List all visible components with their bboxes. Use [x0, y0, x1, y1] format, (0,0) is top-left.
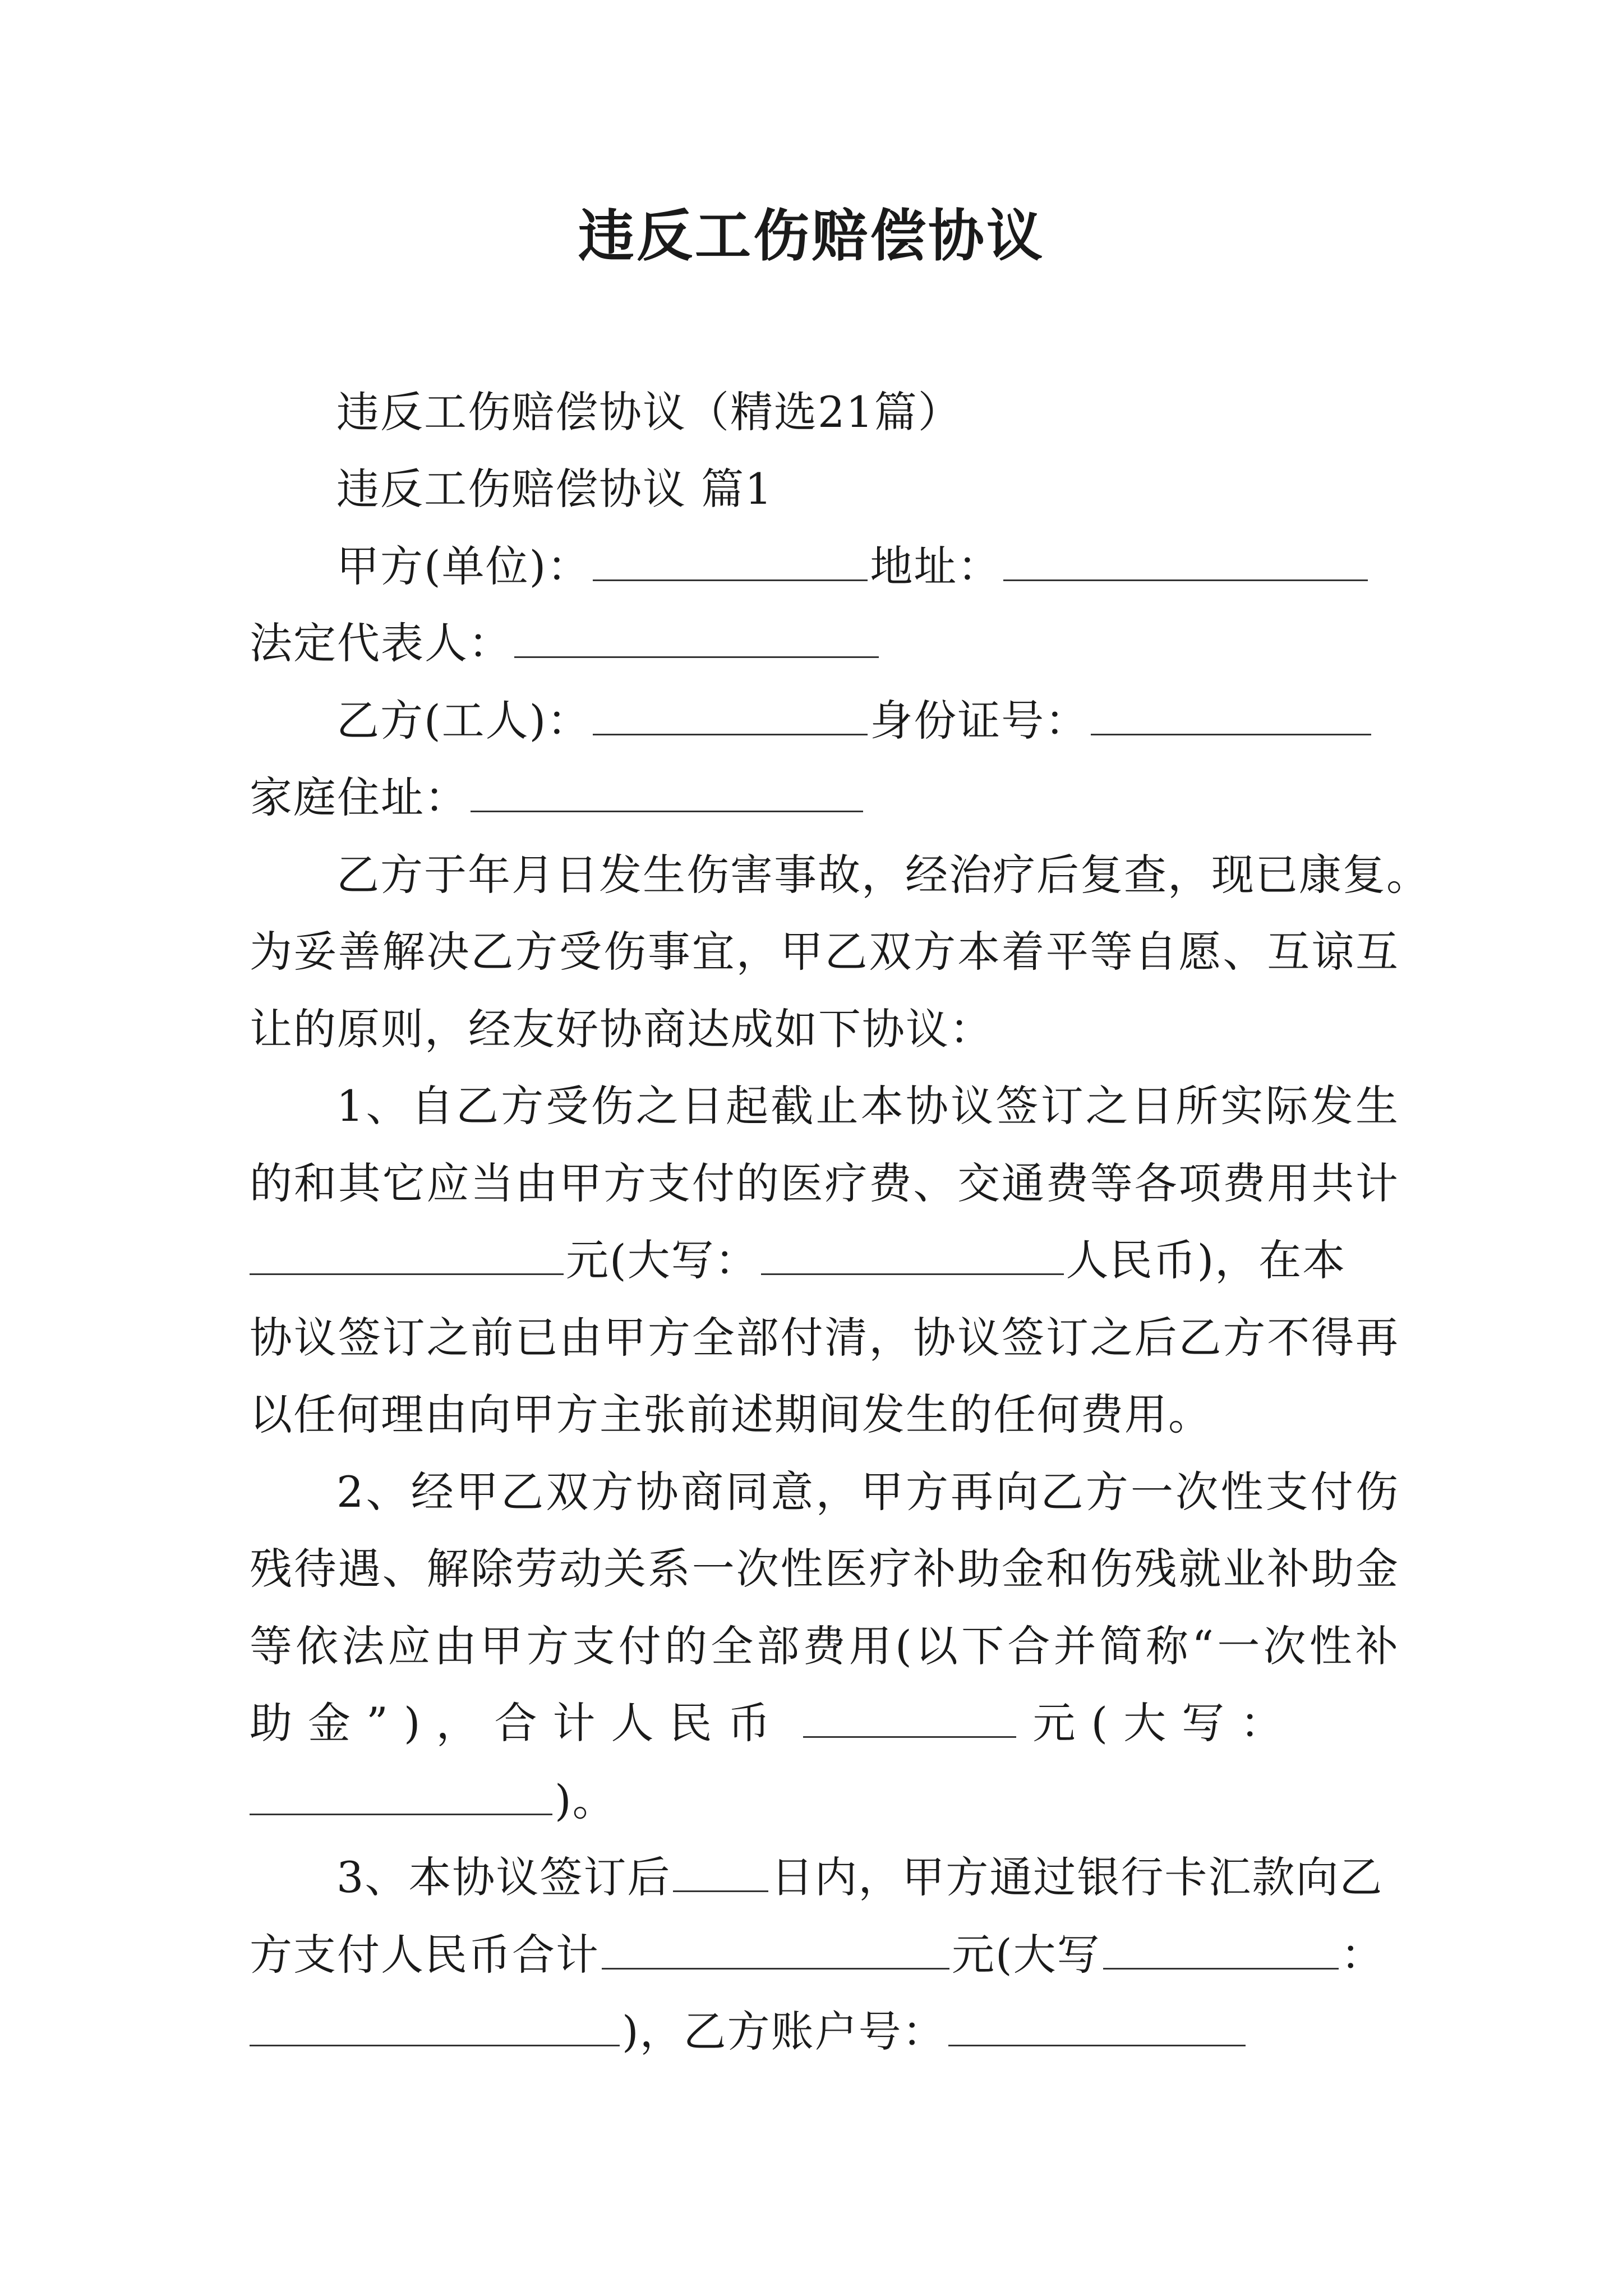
para4-line3: [250, 2004, 1399, 2060]
id-blank: [1091, 700, 1371, 735]
party-a-label: 甲方(单位)：: [336, 541, 591, 591]
party-b-blank: [593, 700, 868, 735]
para4-line1: [336, 1849, 1399, 1906]
legal-rep-blank: [514, 623, 879, 658]
id-label: 身份证号：: [870, 696, 1089, 746]
para3-line2: 残待遇、解除劳动关系一次性医疗补助金和伤残就业补助金: [250, 1544, 1399, 1594]
party-b-label: 乙方(工人)：: [336, 696, 591, 746]
subtitle: [336, 384, 1399, 440]
home-address-blank: [471, 777, 863, 812]
home-address-label: 家庭住址：: [250, 772, 468, 822]
para4-line2-a: 方支付人民币合计: [250, 1930, 600, 1980]
para3-line4-a: 助金”)，合计人民币: [250, 1698, 786, 1748]
para4-line2-b: 元(大写: [952, 1930, 1101, 1980]
para2-line3-a: 元(大写：: [566, 1235, 759, 1285]
address-blank: [1003, 546, 1368, 581]
para4-line2: [250, 1927, 1399, 1983]
lump-sum-blank: [803, 1703, 1016, 1738]
para3-line5-text: )。: [555, 1775, 616, 1825]
address-label: 地址：: [870, 541, 1002, 591]
payment-words-blank: [1103, 1934, 1339, 1970]
legal-rep-label: 法定代表人：: [250, 618, 512, 668]
para1-line2: 为妥善解决乙方受伤事宜，甲乙双方本着平等自愿、互谅互: [250, 927, 1399, 977]
party-b-row: [336, 693, 1399, 749]
para4-line2-c: ：: [1340, 1930, 1385, 1980]
para3-line5: [250, 1773, 1399, 1829]
para3-line4-b: 元(大写：: [1032, 1698, 1299, 1748]
para4-line3-a: )，乙方账户号：: [622, 2007, 946, 2056]
para2-line5: 以任何理由向甲方主张前述期间发生的任何费用。: [250, 1389, 1212, 1439]
para4-line1-b: 日内，甲方通过银行卡汇款向乙: [771, 1852, 1384, 1902]
para1-line1: 乙方于年月日发生伤害事故，经治疗后复查，现已康复。: [336, 850, 1430, 900]
legal-rep-row: [250, 615, 1399, 671]
total-amount-blank: [250, 1240, 564, 1275]
total-amount-words-blank: [761, 1240, 1064, 1275]
section-heading: [336, 461, 1399, 517]
para2-line3-b: 人民币)，在本: [1066, 1235, 1347, 1285]
para2-line3: [250, 1232, 1399, 1289]
para2-line2: 的和其它应当由甲方支付的医疗费、交通费等各项费用共计: [250, 1158, 1399, 1208]
para4-line1-a: 3、本协议签订后: [336, 1852, 671, 1902]
payment-amount-blank: [602, 1934, 949, 1970]
section-heading-text: 违反工伤赔偿协议 篇1: [336, 464, 773, 514]
party-a-blank: [593, 546, 868, 581]
payment-words-cont-blank: [250, 2011, 620, 2046]
para3-line3: 等依法应由甲方支付的全部费用(以下合并简称“一次性补: [250, 1621, 1399, 1671]
subtitle-text: 违反工伤赔偿协议（精选21篇）: [336, 387, 962, 437]
para3-line4: [250, 1695, 1399, 1751]
para1-line3: 让的原则，经友好协商达成如下协议：: [250, 1004, 993, 1054]
days-blank: [673, 1857, 768, 1892]
lump-sum-words-blank: [250, 1780, 552, 1815]
para2-line1: 1、自乙方受伤之日起截止本协议签订之日所实际发生: [336, 1081, 1399, 1131]
home-address-row: [250, 770, 1399, 826]
account-number-blank: [948, 2011, 1246, 2046]
party-a-row: [336, 539, 1399, 595]
document-title: 违反工伤赔偿协议: [578, 203, 1045, 269]
para2-line4: 协议签订之前已由甲方全部付清，协议签订之后乙方不得再: [250, 1313, 1399, 1363]
para3-line1: 2、经甲乙双方协商同意，甲方再向乙方一次性支付伤: [336, 1467, 1399, 1517]
